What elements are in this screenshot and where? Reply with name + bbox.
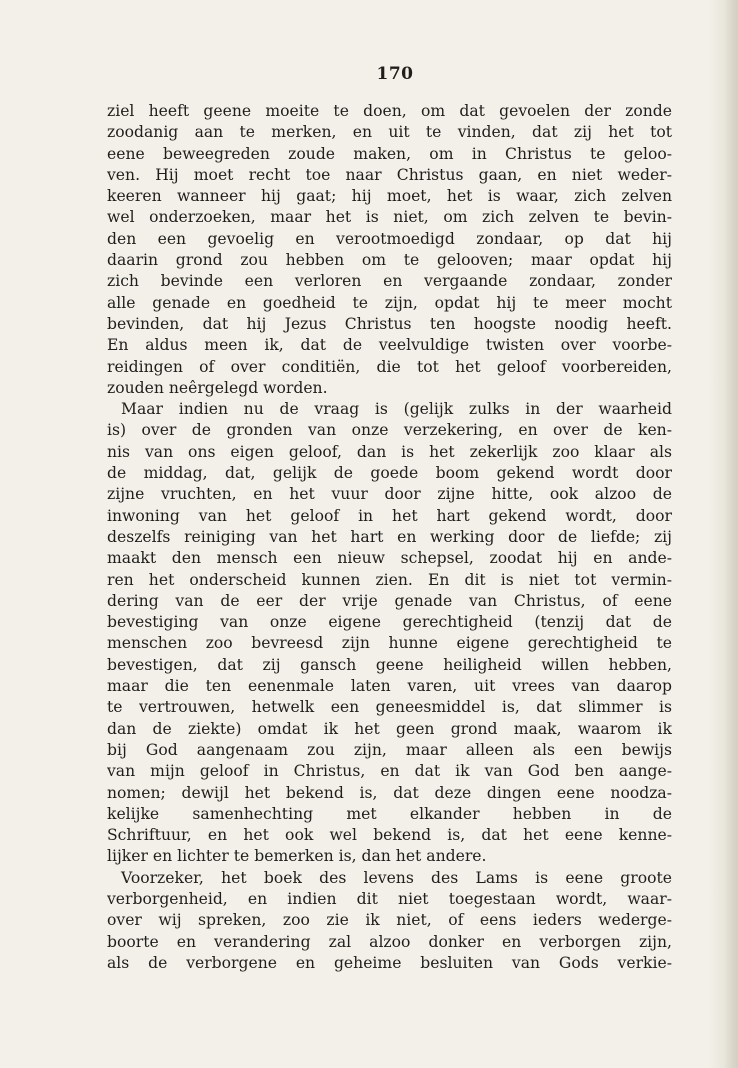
text-line: ziel heeft geene moeite te doen, om dat gevoelen der zonde — [107, 102, 672, 120]
text-line: lijker en lichter te bemerken is, dan het andere. — [107, 847, 487, 866]
text-line: zoodanig aan te merken, en uit te vinden, dat zij het tot — [107, 123, 672, 142]
text-line: als de verborgene en geheime besluiten van Gods verkie- — [107, 953, 672, 972]
text-line: zich bevinde een verloren en vergaande zondaar, zonder — [107, 272, 672, 291]
text-line: den een gevoelig en verootmoedigd zondaar, op dat hij — [107, 229, 672, 248]
text-line: de middag, dat, gelijk de goede boom gekend wordt door — [107, 464, 672, 483]
text-line: Schriftuur, en het ook wel bekend is, dat het eene kenne- — [107, 826, 672, 845]
text-line: Voorzeker, het boek des levens des Lams is eene groote — [121, 868, 672, 887]
text-line: bevestigen, dat zij gansch geene heiligheid willen hebben, — [107, 655, 672, 674]
text-line: ren het onderscheid kunnen zien. En dit is niet tot vermin- — [107, 570, 672, 589]
text-line: dering van de eer der vrije genade van Christus, of eene — [107, 591, 672, 610]
text-line: over wij spreken, zoo zie ik niet, of eens ieders wederge- — [107, 911, 672, 930]
text-line: eene beweegreden zoude maken, om in Christus te geloo- — [107, 144, 672, 163]
text-line: bevestiging van onze eigene gerechtigheid (tenzij dat de — [107, 613, 672, 632]
text-line: kelijke samenhechting met elkander hebben in de — [107, 804, 672, 823]
body-text — [107, 101, 672, 974]
text-line: maar die ten eenenmale laten varen, uit vrees van daarop — [107, 677, 672, 696]
text-line: te vertrouwen, hetwelk een geneesmiddel is, dat slimmer is — [107, 698, 672, 717]
text-line: ven. Hij moet recht toe naar Christus gaan, en niet weder- — [107, 165, 672, 184]
text-line: nis van ons eigen geloof, dan is het zekerlijk zoo klaar als — [107, 442, 672, 461]
text-line: En aldus meen ik, dat de veelvuldige twisten over voorbe- — [107, 336, 672, 355]
text-line: deszelfs reiniging van het hart en werking door de liefde; zij — [107, 527, 672, 546]
text-line: zouden neêrgelegd worden. — [107, 378, 328, 397]
page-edge-shadow — [724, 0, 738, 1068]
text-line: wel onderzoeken, maar het is niet, om zich zelven te bevin- — [107, 208, 672, 227]
text-line: maakt den mensch een nieuw schepsel, zoodat hij en ande- — [107, 549, 672, 568]
text-line: bevinden, dat hij Jezus Christus ten hoogste noodig heeft. — [107, 314, 672, 333]
text-line: Maar indien nu de vraag is (gelijk zulks in der waarheid — [121, 400, 672, 419]
text-line: is) over de gronden van onze verzekering, en over de ken- — [107, 421, 672, 440]
text-line: verborgenheid, en indien dit niet toegestaan wordt, waar- — [107, 889, 672, 908]
text-line: reidingen of over conditiën, die tot het geloof voorbereiden, — [107, 357, 672, 376]
text-line: zijne vruchten, en het vuur door zijne hitte, ook alzoo de — [107, 485, 672, 504]
text-line: boorte en verandering zal alzoo donker en verborgen zijn, — [107, 932, 672, 951]
text-line: daarin grond zou hebben om te gelooven; maar opdat hij — [107, 251, 672, 270]
text-line: bij God aangenaam zou zijn, maar alleen als een bewijs — [107, 740, 672, 759]
text-line: dan de ziekte) omdat ik het geen grond maak, waarom ik — [107, 719, 672, 738]
text-line: van mijn geloof in Christus, en dat ik van God ben aange- — [107, 762, 672, 781]
text-line: nomen; dewijl het bekend is, dat deze dingen eene noodza- — [107, 783, 672, 802]
text-line: alle genade en goedheid te zijn, opdat hij te meer mocht — [107, 293, 672, 312]
text-line: inwoning van het geloof in het hart gekend wordt, door — [107, 506, 672, 525]
page-number: 170 — [376, 64, 414, 84]
text-line: menschen zoo bevreesd zijn hunne eigene gerechtigheid te — [107, 634, 672, 653]
text-line: keeren wanneer hij gaat; hij moet, het is waar, zich zelven — [107, 187, 672, 206]
